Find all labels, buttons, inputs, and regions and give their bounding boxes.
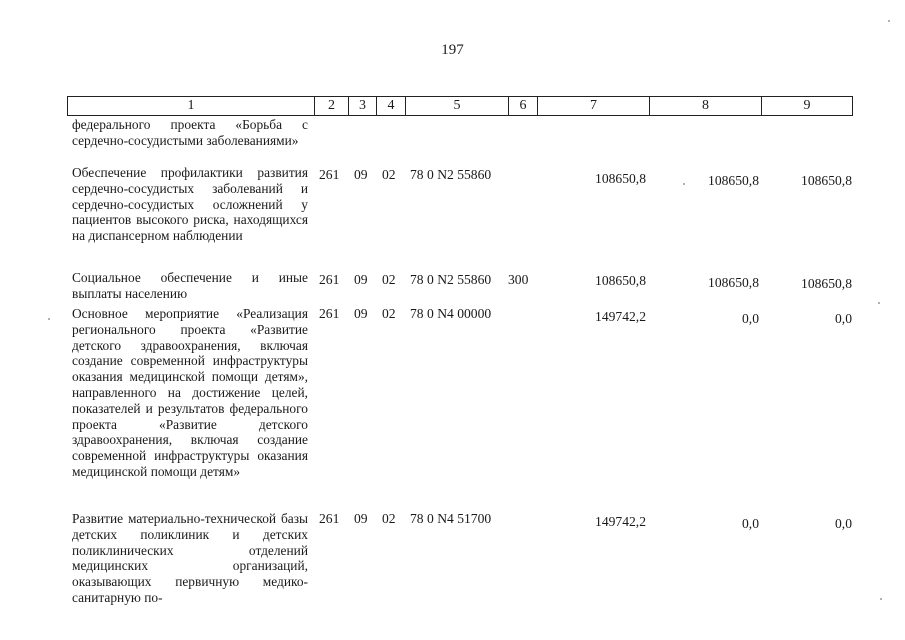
scan-speck — [878, 302, 880, 304]
scan-speck — [888, 20, 890, 22]
column-header-3: 3 — [348, 97, 376, 115]
cell-section: 09 — [354, 306, 368, 321]
column-header-6: 6 — [508, 97, 537, 115]
cell-amount-year2: 0,0 — [742, 516, 759, 531]
cell-amount-year3: 0,0 — [835, 311, 852, 326]
row-description: Основное мероприятие «Реализация регионального проекта «Развитие детского здравоохранения, включая создание современной инфраструктуры оказания медицинской помощи детям», направленного на достижение целей, показателей и результатов федерального проекта «Развитие детского здравоохранения, включая создание современной инфраструктуры оказания медицинской помощи детям» — [72, 306, 308, 479]
cell-subsection: 02 — [382, 272, 396, 287]
scan-speck — [48, 318, 50, 320]
cell-admin-code: 261 — [319, 511, 340, 526]
cell-section: 09 — [354, 511, 368, 526]
cell-admin-code: 261 — [319, 306, 340, 321]
cell-amount-year1: 108650,8 — [595, 171, 646, 186]
cell-subsection: 02 — [382, 511, 396, 526]
cell-amount-year3: 0,0 — [835, 516, 852, 531]
cell-expense-type: 300 — [508, 272, 529, 287]
cell-section: 09 — [354, 167, 368, 182]
page-number: 197 — [441, 42, 464, 58]
column-header-7: 7 — [537, 97, 649, 115]
cell-amount-year1: 108650,8 — [595, 273, 646, 288]
cell-admin-code: 261 — [319, 272, 340, 287]
cell-target-article: 78 0 N2 55860 — [410, 272, 492, 287]
row-description: Обеспечение профилактики развития сердечно-сосудистых заболеваний и сердечно-сосудистых осложнений у пациентов высокого риска, находящихся на диспансерном наблюдении — [72, 165, 308, 244]
cell-amount-year2: 0,0 — [742, 311, 759, 326]
column-header-2: 2 — [314, 97, 348, 115]
table-header-row — [67, 96, 853, 116]
cell-admin-code: 261 — [319, 167, 340, 182]
column-header-9: 9 — [761, 97, 852, 115]
cell-target-article: 78 0 N4 51700 — [410, 511, 492, 526]
row-description: федерального проекта «Борьба с сердечно-сосудистыми заболеваниями» — [72, 117, 308, 148]
cell-amount-year2: 108650,8 — [708, 173, 759, 188]
cell-amount-year1: 149742,2 — [595, 309, 646, 324]
column-header-1: 1 — [187, 98, 195, 113]
cell-amount-year2: 108650,8 — [708, 275, 759, 290]
row-description: Развитие материально-технической базы детских поликлиник и детских поликлинических отделений медицинских организаций, оказывающих первичную медико-санитарную по- — [72, 511, 308, 605]
cell-amount-year3: 108650,8 — [801, 276, 852, 291]
cell-amount-year3: 108650,8 — [801, 173, 852, 188]
cell-subsection: 02 — [382, 306, 396, 321]
cell-target-article: 78 0 N2 55860 — [410, 167, 492, 182]
scan-speck — [880, 598, 882, 600]
column-header-4: 4 — [376, 97, 405, 115]
cell-section: 09 — [354, 272, 368, 287]
cell-amount-year1: 149742,2 — [595, 514, 646, 529]
row-description: Социальное обеспечение и иные выплаты населению — [72, 270, 308, 301]
cell-subsection: 02 — [382, 167, 396, 182]
column-header-5: 5 — [405, 97, 508, 115]
cell-target-article: 78 0 N4 00000 — [410, 306, 492, 321]
column-header-8: 8 — [649, 97, 761, 115]
scan-speck — [683, 183, 685, 185]
